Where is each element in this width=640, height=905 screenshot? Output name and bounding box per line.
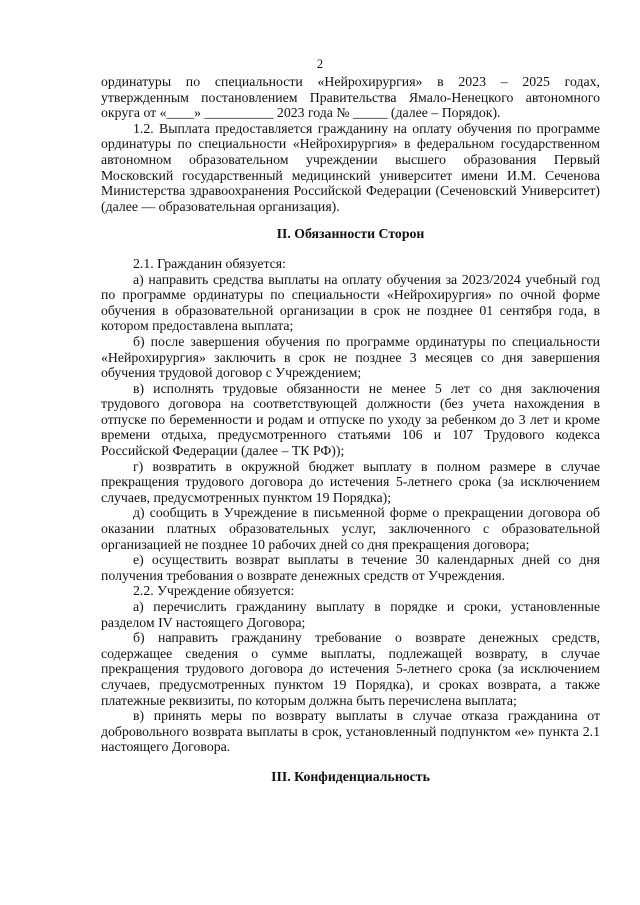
list-item-2-1-e: е) осуществить возврат выплаты в течение 30 календарных дней со дня получения требования о возврате денежных средств от Учреждения. — [101, 552, 600, 583]
list-item-2-1-v: в) исполнять трудовые обязанности не менее 5 лет со дня заключения трудового договора на соответствующей должности (без учета нахождения в отпуске по беременности и родам и отпуске по уходу за ребенком до 3 лет и кроме времени отдыха, предусмотренного статьями 106 и 107 Трудового кодекса Российской Федерации (далее – ТК РФ)); — [101, 380, 600, 459]
document-body — [101, 74, 600, 785]
section-3-heading: III. Конфиденциальность — [271, 768, 430, 784]
section-2-heading: II. Обязанности Сторон — [276, 226, 425, 242]
page-number: 2 — [316, 57, 324, 71]
intro-paragraph: ординатуры по специальности «Нейрохирургия» в 2023 – 2025 годах, утвержденным постановлением Правительства Ямало-Ненецкого автономного округа от «____» __________ 2023 года № _____ (далее – Порядок). — [101, 74, 600, 121]
list-item-2-1-b: б) после завершения обучения по программе ординатуры по специальности «Нейрохирургия» заключить в срок не позднее 3 месяцев со дня завершения обучения трудовой договор с Учреждением; — [101, 333, 600, 381]
list-item-2-1-g: г) возвратить в окружной бюджет выплату в полном размере в случае прекращения трудового договора до истечения 5-летнего срока (за исключением случаев, предусмотренных пунктом 19 Порядка); — [101, 458, 600, 505]
list-item-2-1-d: д) сообщить в Учреждение в письменной форме о прекращении договора об оказании платных образовательных услуг, заключенного с образовательной организацией не позднее 10 рабочих дней со дня прекращения договора; — [101, 505, 600, 552]
list-item-2-1-a: а) направить средства выплаты на оплату обучения за 2023/2024 учебный год по программе ординатуры по специальности «Нейрохирургия» по очной форме обучения в образовательной организации в срок не позднее 01 сентября года, в котором предоставлена выплата; — [101, 271, 600, 334]
section-2-2-title: 2.2. Учреждение обязуется: — [133, 583, 295, 599]
section-2-1-title: 2.1. Гражданин обязуется: — [133, 255, 286, 271]
list-item-2-2-a: а) перечислить гражданину выплату в порядке и сроки, установленные разделом IV настоящего Договора; — [101, 599, 600, 630]
list-item-2-2-v: в) принять меры по возврату выплаты в случае отказа гражданина от добровольного возврата выплаты в срок, установленный подпунктом «е» пункта 2.1 настоящего Договора. — [101, 708, 600, 755]
list-item-2-2-b: б) направить гражданину требование о возврате денежных средств, содержащее сведения о сумме выплаты, подлежащей возврату, в случае прекращения трудового договора до истечения 5-летнего срока (за исключением случаев, предусмотренных пунктом 19 Порядка), и сроках возврата, а также платежные реквизиты, по которым должна быть перечислена выплата; — [101, 630, 600, 708]
paragraph-1-2: 1.2. Выплата предоставляется гражданину на оплату обучения по программе ординатуры по специальности «Нейрохирургия» в федеральном государственном автономном образовательном учреждении высшего образования Первый Московский государственный медицинский университет имени И.М. Сеченова Министерства здравоохранения Российской Федерации (Сеченовский Университет) (далее — образовательная организация). — [101, 120, 600, 214]
